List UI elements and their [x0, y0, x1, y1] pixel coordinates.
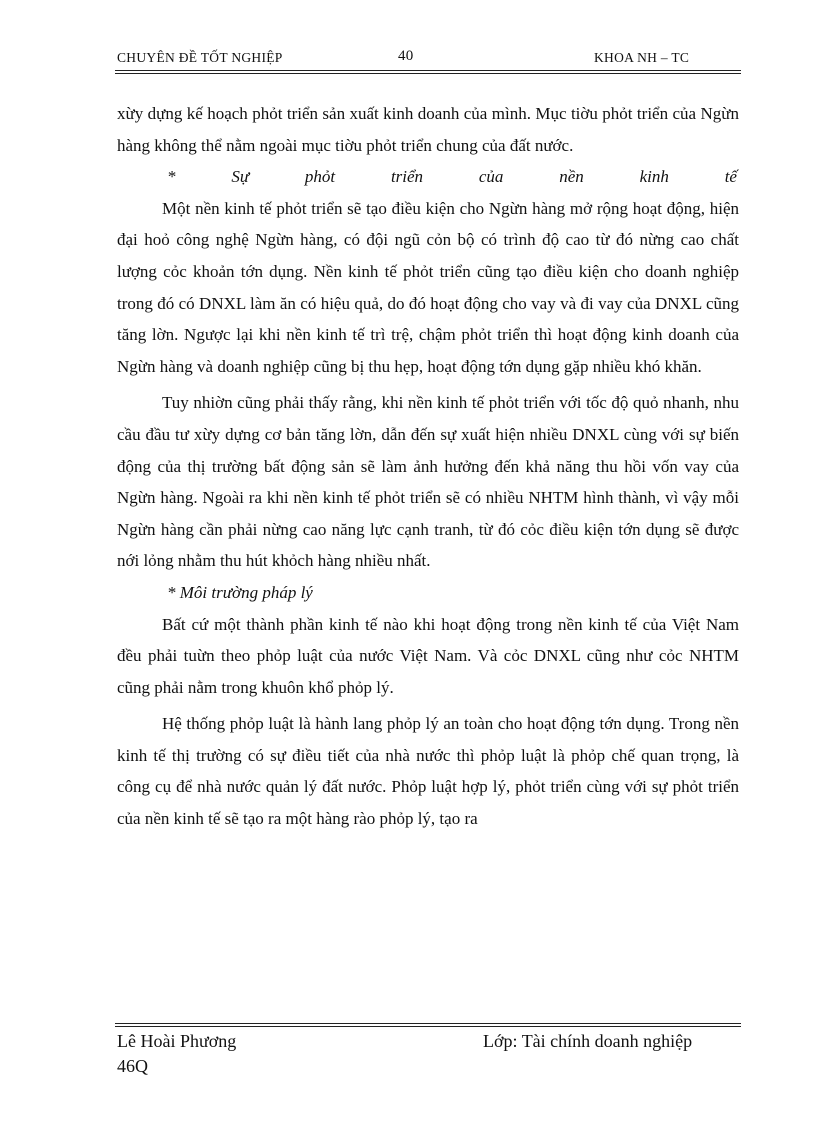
heading-legal-environment: * Môi trường pháp lý: [167, 582, 313, 602]
heading-word: Sự: [231, 167, 250, 187]
heading-word: triển: [390, 167, 424, 187]
header-rule-top: [115, 70, 741, 71]
footer-class-code: 46Q: [117, 1056, 148, 1076]
footer-rule-top: [115, 1023, 741, 1024]
heading-word: *: [167, 167, 176, 187]
page-number: 40: [398, 48, 414, 64]
paragraph-2: Một nền kinh tế phỏt triển sẽ tạo điều kiện cho Ngừn hàng mở rộng hoạt động, hiện đại hoỏ công nghệ Ngừn hàng, có đội ngũ cỏn bộ có trình độ cao từ đó nừng cao chất lượng cỏc khoản tớn dụng. Nền kinh tế phỏt triển cũng tạo điều kiện cho doanh nghiệp trong đó có DNXL làm ăn có hiệu quả, do đó hoạt động cho vay và đi vay của DNXL cũng tăng lờn. Ngược lại khi nền kinh tế trì trệ, chậm phỏt triển thì hoạt động kinh doanh của Ngừn hàng và doanh nghiệp cũng bị thu hẹp, hoạt động tớn dụng gặp nhiều khó khăn.: [117, 198, 739, 376]
header-rule-bottom: [115, 73, 741, 74]
heading-word: phỏt: [304, 167, 336, 187]
heading-word: của: [478, 167, 504, 187]
heading-economic-development: [117, 161, 739, 193]
paragraph-3: Tuy nhiờn cũng phải thấy rằng, khi nền kinh tế phỏt triển với tốc độ quỏ nhanh, nhu cầu đầu tư xừy dựng cơ bản tăng lờn, dẫn đến sự xuất hiện nhiều DNXL cùng với sự biến động của thị trường bất động sản sẽ làm ảnh hưởng đến khả năng thu hồi vốn vay của Ngừn hàng. Ngoài ra khi nền kinh tế phỏt triển sẽ có nhiều NHTM hình thành, vì vậy mỗi Ngừn hàng cần phải nừng cao năng lực cạnh tranh, từ đó cỏc điều kiện tớn dụng sẽ được nới lỏng nhằm thu hút khỏch hàng nhiều nhất.: [117, 393, 739, 571]
paragraph-1: xừy dựng kế hoạch phỏt triển sản xuất kinh doanh của mình. Mục tiờu phỏt triển của Ngừn hàng không thể nằm ngoài mục tiờu phỏt triển chung của đất nước.: [117, 104, 739, 155]
heading-word: tế: [724, 167, 737, 187]
paragraph-4: Bất cứ một thành phần kinh tế nào khi hoạt động trong nền kinh tế của Việt Nam đều phải tuừn theo phỏp luật của nước Việt Nam. Và cỏc DNXL cũng như cỏc NHTM cũng phải nằm trong khuôn khổ phỏp lý.: [117, 614, 739, 697]
paragraph-5: Hệ thống phỏp luật là hành lang phỏp lý an toàn cho hoạt động tớn dụng. Trong nền kinh tế thị trường có sự điều tiết của nhà nước thì phỏp luật là phỏp chế quan trọng, là công cụ để nhà nước quản lý đất nước. Phỏp luật hợp lý, phỏt triển cùng với sự phỏt triển của nền kinh tế sẽ tạo ra một hàng rào phỏp lý, tạo ra: [117, 714, 739, 829]
footer-author: Lê Hoài Phương: [117, 1031, 237, 1051]
page-body: [117, 98, 739, 835]
heading-word: kinh: [639, 167, 669, 187]
header-department: KHOA NH – TC: [594, 50, 690, 65]
footer-class: Lớp: Tài chính doanh nghiệp: [483, 1031, 693, 1051]
header-title: CHUYÊN ĐỀ TỐT NGHIỆP: [117, 50, 283, 65]
footer-rule-bottom: [115, 1026, 741, 1027]
heading-word: nền: [559, 167, 584, 187]
